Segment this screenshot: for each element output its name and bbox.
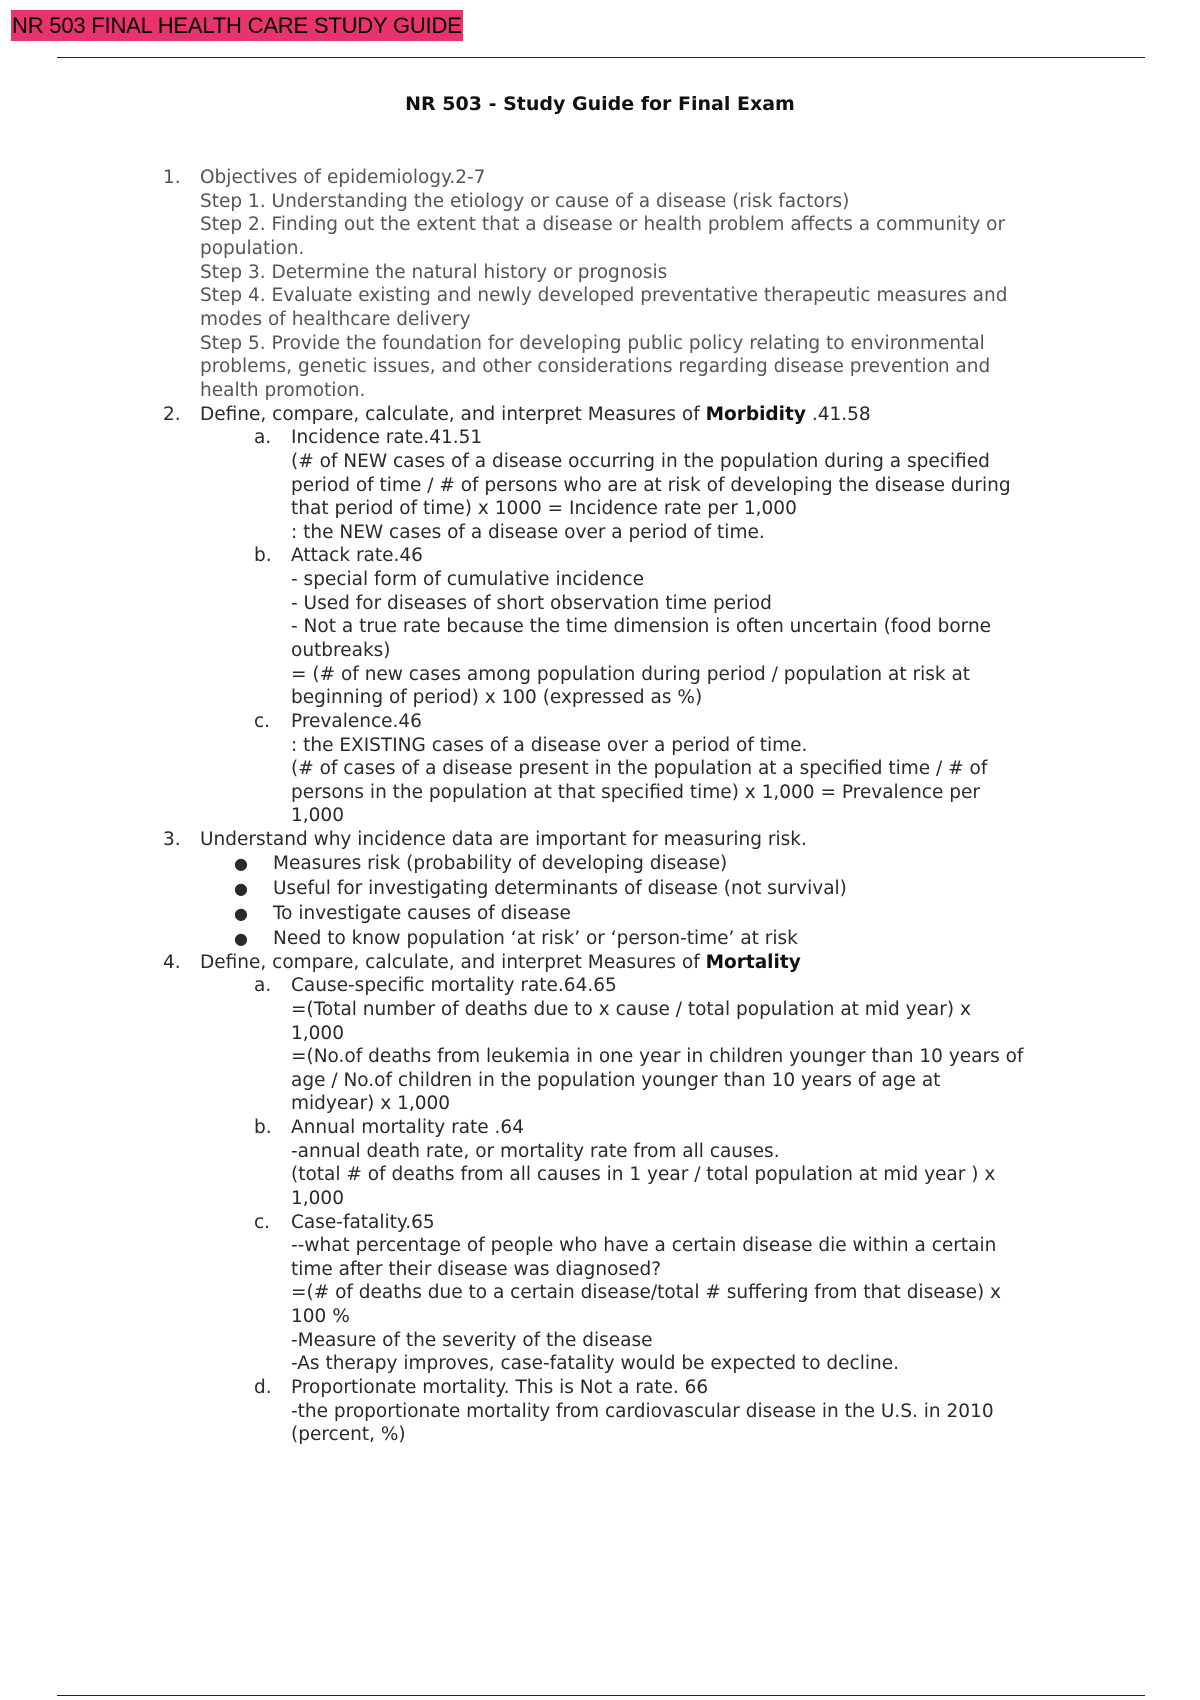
- item-4b-line: (total # of deaths from all causes in 1 year / total population at mid year ) x: [291, 1164, 996, 1185]
- item-2a-line: period of time / # of persons who are at risk of developing the disease during: [291, 475, 1011, 496]
- item-4c-line: 100 %: [291, 1306, 350, 1327]
- section-2-heading: Define, compare, calculate, and interpret Measures of Morbidity .41.58: [200, 404, 871, 425]
- item-4d-line: -the proportionate mortality from cardiovascular disease in the U.S. in 2010: [291, 1401, 994, 1422]
- section-1-line: problems, genetic issues, and other considerations regarding disease prevention and: [200, 356, 991, 377]
- document-banner: NR 503 FINAL HEALTH CARE STUDY GUIDE: [11, 10, 463, 41]
- item-2c-line: persons in the population at that specified time) x 1,000 = Prevalence per: [291, 782, 980, 803]
- item-4d-line: (percent, %): [291, 1424, 406, 1445]
- item-4d-letter: d.: [254, 1377, 272, 1398]
- item-4a-line: age / No.of children in the population younger than 10 years of age at: [291, 1070, 941, 1091]
- item-2b-letter: b.: [254, 545, 272, 566]
- bullet-icon: ●: [234, 854, 248, 873]
- item-2b-line: - Used for diseases of short observation time period: [291, 593, 772, 614]
- item-4a-letter: a.: [254, 975, 272, 996]
- section-3-bullet: To investigate causes of disease: [273, 903, 571, 924]
- section-3-bullet: Measures risk (probability of developing disease): [273, 853, 728, 874]
- section-3-bullet: Useful for investigating determinants of disease (not survival): [273, 878, 847, 899]
- section-3-number: 3.: [163, 829, 181, 850]
- item-2a-line: that period of time) x 1000 = Incidence rate per 1,000: [291, 498, 797, 519]
- section-3-bullet: Need to know population ‘at risk’ or ‘person-time’ at risk: [273, 928, 798, 949]
- item-2a-line: (# of NEW cases of a disease occurring in the population during a specified: [291, 451, 990, 472]
- item-2a-letter: a.: [254, 427, 272, 448]
- section-3-heading: Understand why incidence data are important for measuring risk.: [200, 829, 807, 850]
- section-1-heading: Objectives of epidemiology.2-7: [200, 167, 486, 188]
- item-4d-title: Proportionate mortality. This is Not a rate. 66: [291, 1377, 709, 1398]
- bullet-icon: ●: [234, 879, 248, 898]
- section-1-number: 1.: [163, 167, 181, 188]
- header-rule: [57, 57, 1145, 58]
- bullet-icon: ●: [234, 904, 248, 923]
- item-4a-line: =(Total number of deaths due to x cause / total population at mid year) x: [291, 999, 971, 1020]
- section-1-line: population.: [200, 238, 305, 259]
- item-2b-line: beginning of period) x 100 (expressed as %): [291, 687, 703, 708]
- item-4c-line: --what percentage of people who have a certain disease die within a certain: [291, 1235, 997, 1256]
- item-4b-line: 1,000: [291, 1188, 344, 1209]
- bullet-icon: ●: [234, 929, 248, 948]
- item-4c-letter: c.: [254, 1212, 271, 1233]
- item-4b-letter: b.: [254, 1117, 272, 1138]
- item-4c-line: =(# of deaths due to a certain disease/total # suffering from that disease) x: [291, 1282, 1002, 1303]
- section-1-line: modes of healthcare delivery: [200, 309, 471, 330]
- item-2c-title: Prevalence.46: [291, 711, 422, 732]
- item-4c-line: time after their disease was diagnosed?: [291, 1259, 662, 1280]
- item-4a-line: midyear) x 1,000: [291, 1093, 451, 1114]
- item-2c-line: (# of cases of a disease present in the population at a specified time / # of: [291, 758, 988, 779]
- item-4c-line: -As therapy improves, case-fatality would be expected to decline.: [291, 1353, 899, 1374]
- item-4c-line: -Measure of the severity of the disease: [291, 1330, 653, 1351]
- section-1-line: Step 1. Understanding the etiology or cause of a disease (risk factors): [200, 191, 850, 212]
- item-4a-title: Cause-specific mortality rate.64.65: [291, 975, 617, 996]
- item-2b-line: outbreaks): [291, 640, 391, 661]
- section-2-number: 2.: [163, 404, 181, 425]
- section-1-line: health promotion.: [200, 380, 366, 401]
- section-4-heading: Define, compare, calculate, and interpret Measures of Mortality: [200, 952, 801, 973]
- section-4-number: 4.: [163, 952, 181, 973]
- item-4a-line: =(No.of deaths from leukemia in one year in children younger than 10 years of: [291, 1046, 1024, 1067]
- item-2b-line: - special form of cumulative incidence: [291, 569, 645, 590]
- section-1-line: Step 4. Evaluate existing and newly developed preventative therapeutic measures and: [200, 285, 1008, 306]
- item-2c-line: : the EXISTING cases of a disease over a period of time.: [291, 735, 808, 756]
- item-2c-line: 1,000: [291, 805, 344, 826]
- item-4b-line: -annual death rate, or mortality rate from all causes.: [291, 1141, 780, 1162]
- section-1-line: Step 2. Finding out the extent that a disease or health problem affects a community or: [200, 214, 1006, 235]
- item-2b-line: - Not a true rate because the time dimension is often uncertain (food borne: [291, 616, 992, 637]
- footer-rule: [57, 1695, 1145, 1696]
- item-2a-line: : the NEW cases of a disease over a period of time.: [291, 522, 765, 543]
- section-1-line: Step 3. Determine the natural history or prognosis: [200, 262, 668, 283]
- page-title: NR 503 - Study Guide for Final Exam: [405, 93, 795, 115]
- item-2a-title: Incidence rate.41.51: [291, 427, 483, 448]
- section-1-line: Step 5. Provide the foundation for developing public policy relating to environmental: [200, 333, 985, 354]
- item-2c-letter: c.: [254, 711, 271, 732]
- item-2b-line: = (# of new cases among population during period / population at risk at: [291, 664, 971, 685]
- item-2b-title: Attack rate.46: [291, 545, 423, 566]
- item-4c-title: Case-fatality.65: [291, 1212, 435, 1233]
- item-4b-title: Annual mortality rate .64: [291, 1117, 524, 1138]
- item-4a-line: 1,000: [291, 1023, 344, 1044]
